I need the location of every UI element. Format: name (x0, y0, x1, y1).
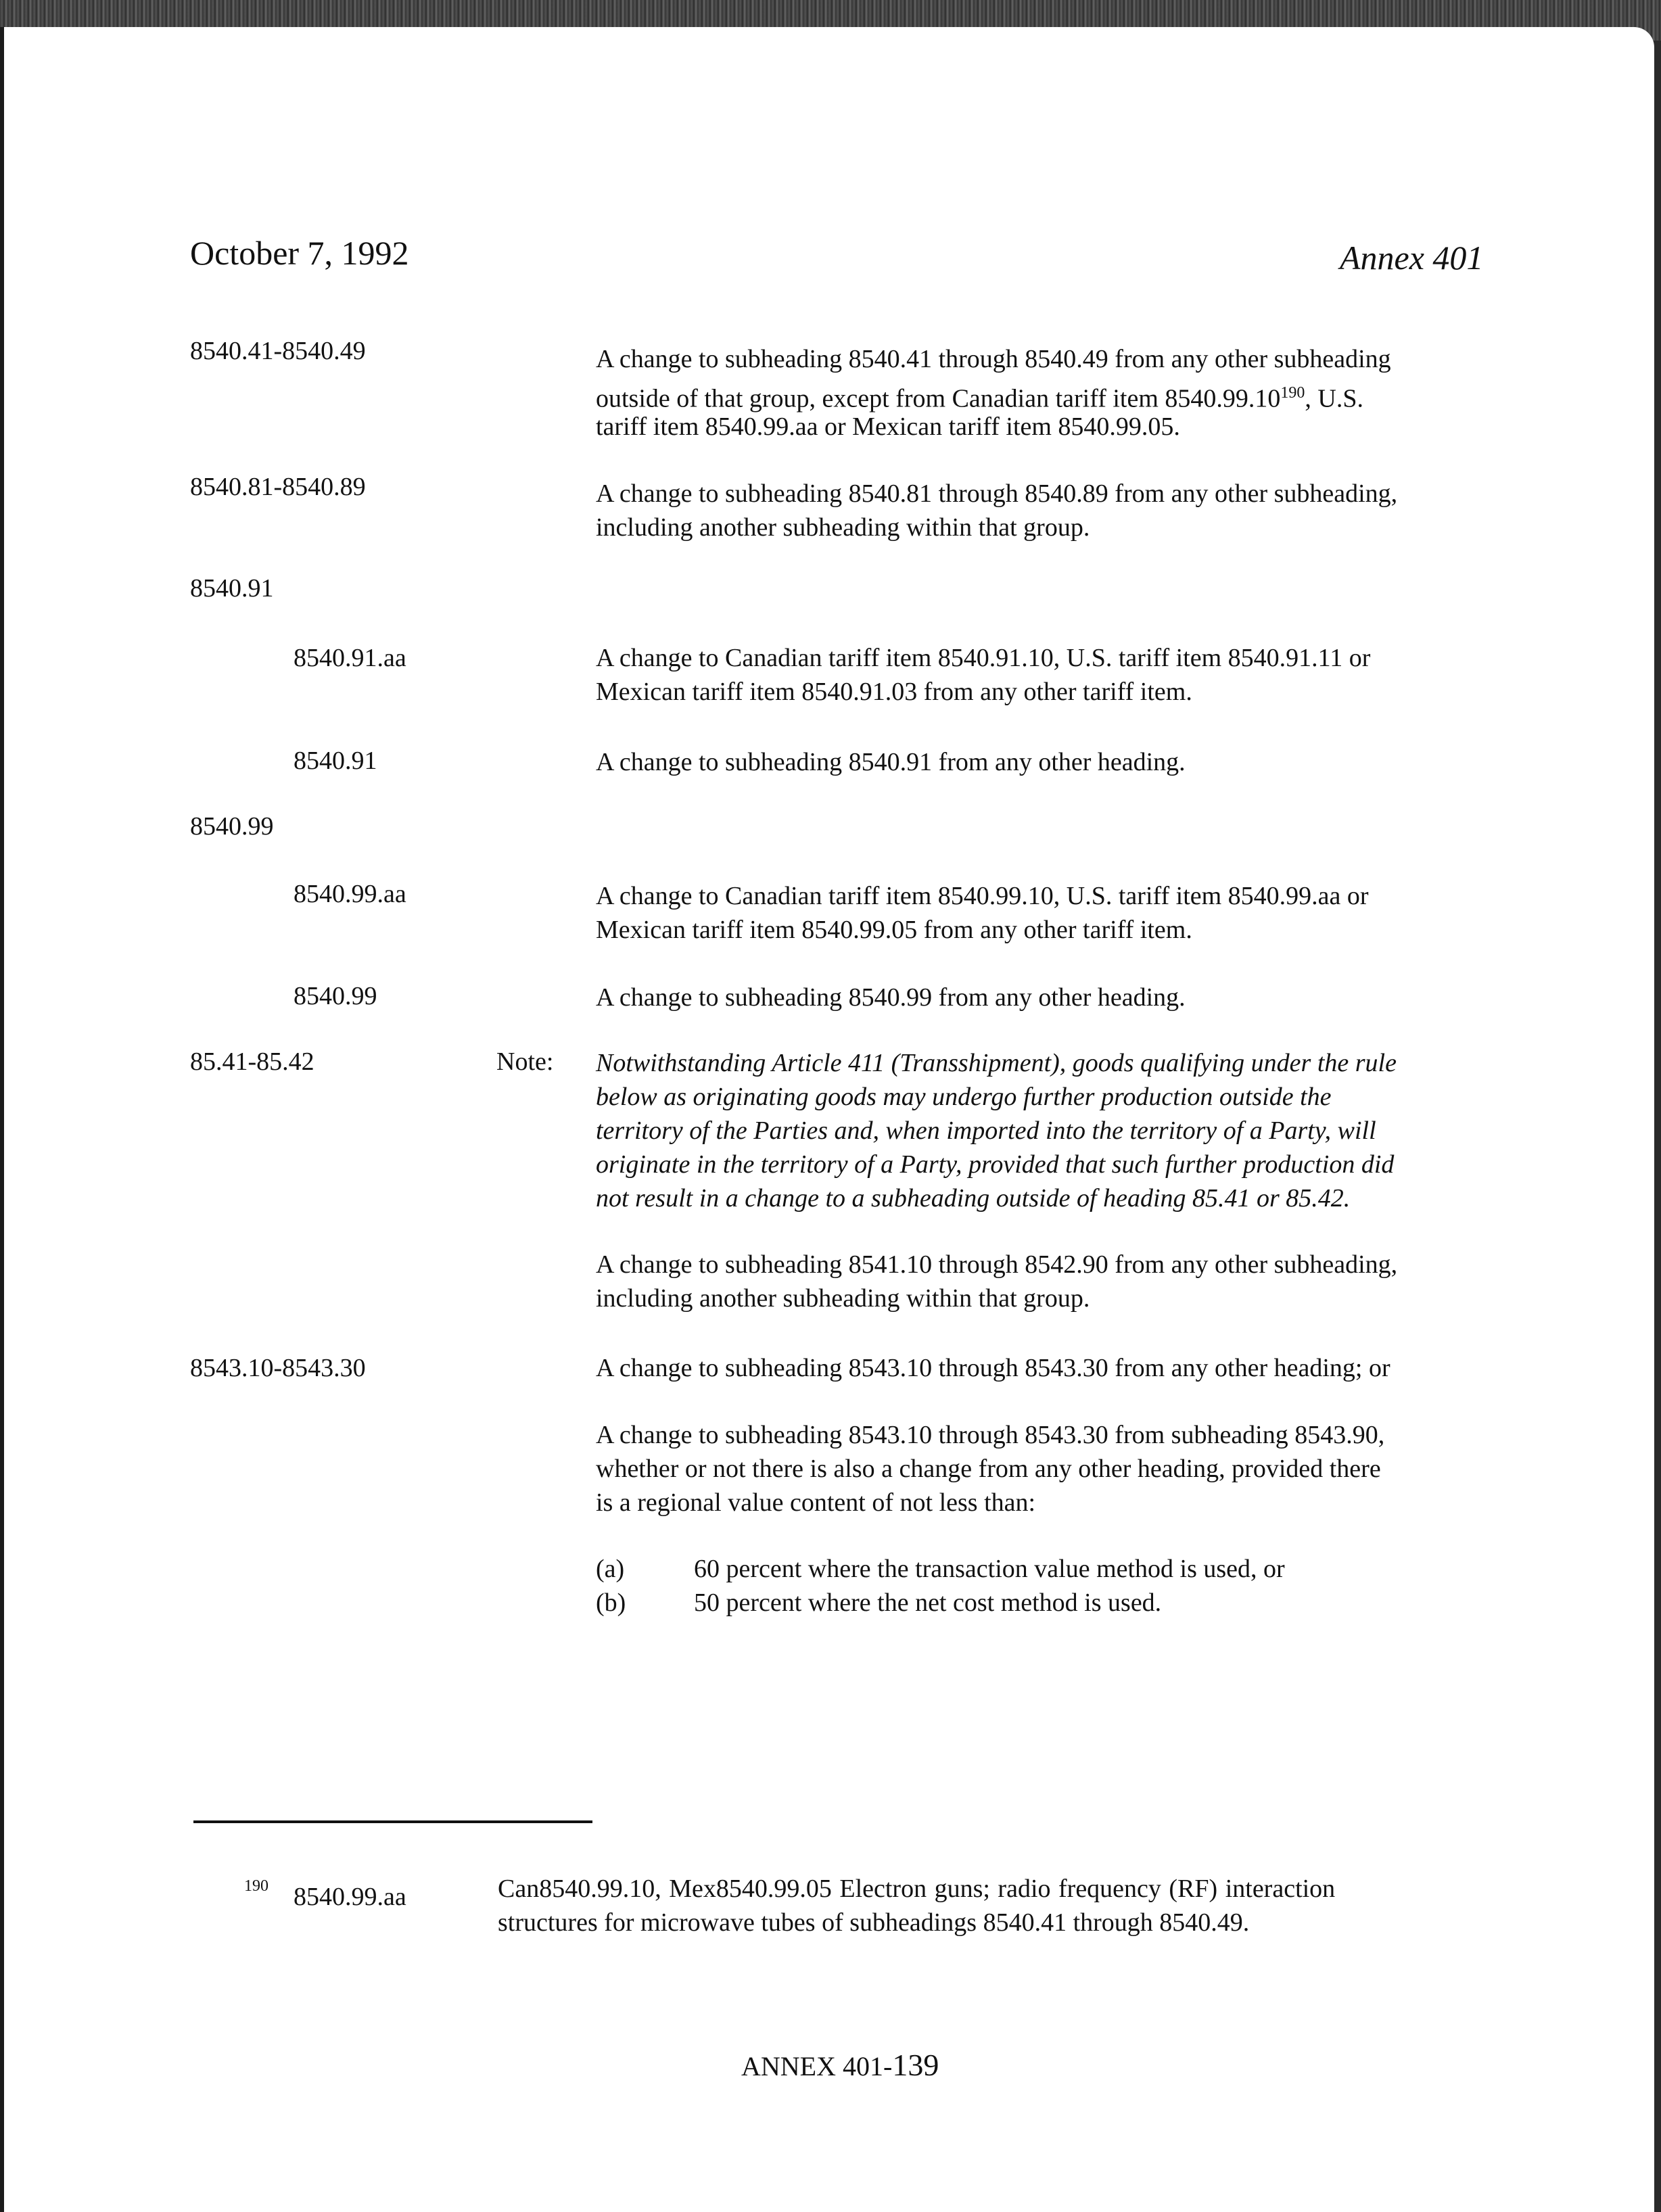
rule-text-line: A change to Canadian tariff item 8540.91.10, U.S. tariff item 8540.91.11 or (596, 644, 1371, 672)
list-item-text: 60 percent where the transaction value method is used, or (694, 1555, 1285, 1583)
header-date: October 7, 1992 (190, 234, 409, 272)
rule-text-line: A change to subheading 8540.41 through 8540.49 from any other subheading (596, 345, 1391, 373)
rule-text-line: A change to subheading 8541.10 through 8542.90 from any other subheading, (596, 1250, 1398, 1279)
list-item-text: 50 percent where the net cost method is used. (694, 1589, 1162, 1617)
rule-code: 85.41-85.42 (190, 1048, 314, 1076)
rule-code: 8540.41-8540.49 (190, 337, 366, 365)
note-text-line: territory of the Parties and, when imported into the territory of a Party, will (596, 1116, 1376, 1145)
page-number: ANNEX 401-139 (741, 2048, 939, 2082)
list-item-label: (a) (596, 1555, 625, 1583)
rule-text-line: A change to subheading 8543.10 through 8543.30 from any other heading; or (596, 1354, 1390, 1382)
note-label: Note: (496, 1048, 554, 1076)
heading-code: 8540.99 (190, 812, 274, 841)
rule-text-line: including another subheading within that group. (596, 513, 1090, 542)
document-page (4, 27, 1654, 2212)
rule-code: 8540.91.aa (294, 644, 406, 672)
footnote-code: 8540.99.aa (294, 1883, 406, 1911)
rule-text-line: A change to subheading 8543.10 through 8543.30 from subheading 8543.90, (596, 1421, 1385, 1449)
rule-code: 8540.99 (294, 982, 377, 1010)
heading-code: 8540.91 (190, 574, 274, 603)
rule-text-line: whether or not there is also a change from any other heading, provided there (596, 1455, 1381, 1483)
footnote-text-line: Can8540.99.10, Mex8540.99.05 Electron guns; radio frequency (RF) interaction (498, 1875, 1336, 1903)
rule-text-line: A change to subheading 8540.91 from any other heading. (596, 748, 1186, 776)
rule-text-line: outside of that group, except from Canadian tariff item 8540.99.10$^{190}$, U.S. (596, 384, 1363, 413)
rule-text-line: including another subheading within that group. (596, 1284, 1090, 1313)
footnote-divider (193, 1820, 592, 1823)
note-text-line: Notwithstanding Article 411 (Transshipment), goods qualifying under the rule (596, 1049, 1397, 1077)
rule-code: 8543.10-8543.30 (190, 1354, 366, 1382)
note-text-line: originate in the territory of a Party, provided that such further production did (596, 1150, 1395, 1179)
footnote-text-line: structures for microwave tubes of subheadings 8540.41 through 8540.49. (498, 1908, 1250, 1937)
footnote-number: 190 (244, 1877, 268, 1895)
note-text-line: not result in a change to a subheading outside of heading 85.41 or 85.42. (596, 1184, 1351, 1213)
rule-code: 8540.91 (294, 747, 377, 775)
rule-text-line: A change to subheading 8540.81 through 8540.89 from any other subheading, (596, 479, 1398, 508)
rule-text-line: A change to Canadian tariff item 8540.99.10, U.S. tariff item 8540.99.aa or (596, 882, 1369, 910)
footnote-ref: 190 (1280, 384, 1305, 402)
rule-text-line: Mexican tariff item 8540.99.05 from any other tariff item. (596, 916, 1192, 944)
rule-text-line: tariff item 8540.99.aa or Mexican tariff item 8540.99.05. (596, 413, 1180, 441)
rule-text-line: A change to subheading 8540.99 from any other heading. (596, 983, 1186, 1012)
note-text-line: below as originating goods may undergo further production outside the (596, 1083, 1332, 1111)
rule-text-line: is a regional value content of not less than: (596, 1488, 1036, 1517)
rule-text-line: Mexican tariff item 8540.91.03 from any other tariff item. (596, 678, 1192, 706)
rule-code: 8540.99.aa (294, 880, 406, 908)
rule-code: 8540.81-8540.89 (190, 473, 366, 501)
list-item-label: (b) (596, 1589, 626, 1617)
header-annex-title: Annex 401 (1340, 239, 1484, 277)
